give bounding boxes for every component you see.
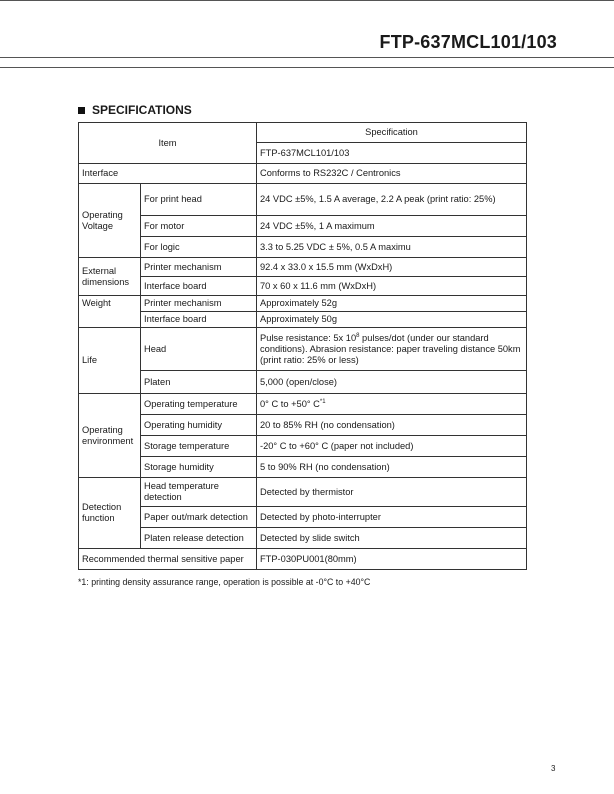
storage-temp-label: Storage temperature xyxy=(141,436,257,457)
head-temp-label: Head temperature detection xyxy=(141,478,257,507)
operating-voltage-label: Operating Voltage xyxy=(79,184,141,258)
weight-mechanism-label: Printer mechanism xyxy=(141,296,257,312)
top-rule-3 xyxy=(0,67,614,68)
specifications-table xyxy=(78,122,527,570)
print-head-label: For print head xyxy=(141,184,257,216)
life-label: Life xyxy=(79,328,141,394)
item-header: Item xyxy=(79,123,257,164)
table-row xyxy=(79,184,527,216)
op-temp-value: 0° C to +50° $C^{*1}$ xyxy=(257,394,527,415)
dim-mechanism-value: 92.4 x 33.0 x 15.5 mm (WxDxH) xyxy=(257,258,527,277)
logic-label: For logic xyxy=(141,237,257,258)
op-humidity-value: 20 to 85% RH (no condensation) xyxy=(257,415,527,436)
paper-out-value: Detected by photo-interrupter xyxy=(257,507,527,528)
table-row xyxy=(79,457,527,478)
platen-release-label: Platen release detection xyxy=(141,528,257,549)
table-row xyxy=(79,296,527,312)
model-title: FTP-637MCL101/103 xyxy=(379,32,557,52)
table-row xyxy=(79,216,527,237)
square-bullet-icon xyxy=(78,107,85,114)
op-humidity-label: Operating humidity xyxy=(141,415,257,436)
table-row xyxy=(79,277,527,296)
storage-humidity-value: 5 to 90% RH (no condensation) xyxy=(257,457,527,478)
table-row xyxy=(79,312,527,328)
table-row xyxy=(79,528,527,549)
op-temp-label: Operating temperature xyxy=(141,394,257,415)
operating-environment-label: Operating environment xyxy=(79,394,141,478)
dim-mechanism-label: Printer mechanism xyxy=(141,258,257,277)
paper-label: Recommended thermal sensitive paper xyxy=(79,549,257,570)
interface-value: Conforms to RS232C / Centronics xyxy=(257,164,527,184)
detection-function-label: Detection function xyxy=(79,478,141,549)
table-row xyxy=(79,507,527,528)
weight-mechanism-value: Approximately 52g xyxy=(257,296,527,312)
paper-out-label: Paper out/mark detection xyxy=(141,507,257,528)
table-row xyxy=(79,258,527,277)
spec-header: Specification xyxy=(257,123,527,143)
paper-value: FTP-030PU001(80mm) xyxy=(257,549,527,570)
motor-value: 24 VDC ±5%, 1 A maximum xyxy=(257,216,527,237)
platen-release-value: Detected by slide switch xyxy=(257,528,527,549)
table-row xyxy=(79,164,527,184)
dim-board-value: 70 x 60 x 11.6 mm (WxDxH) xyxy=(257,277,527,296)
top-rule-2 xyxy=(0,57,614,58)
weight-board-value: Approximately 50g xyxy=(257,312,527,328)
section-heading xyxy=(78,103,192,117)
table-row xyxy=(79,415,527,436)
table-row xyxy=(79,328,527,371)
life-head-label: Head xyxy=(141,328,257,371)
weight-board-label: Interface board xyxy=(141,312,257,328)
table-row xyxy=(79,237,527,258)
dim-board-label: Interface board xyxy=(141,277,257,296)
page-number: 3 xyxy=(551,764,556,773)
head-temp-value: Detected by thermistor xyxy=(257,478,527,507)
footnote: *1: printing density assurance range, operation is possible at -0°C to +40°C xyxy=(78,577,371,587)
storage-humidity-label: Storage humidity xyxy=(141,457,257,478)
table-row xyxy=(79,549,527,570)
life-head-value: Pulse resistance: 5x $10^8$ pulses/dot (under our standard conditions). Abrasion resistance: paper traveling distance 50km (print ratio: 25% or less) xyxy=(257,328,527,371)
motor-label: For motor xyxy=(141,216,257,237)
table-row xyxy=(79,371,527,394)
life-platen-label: Platen xyxy=(141,371,257,394)
logic-value: 3.3 to 5.25 VDC ± 5%, 0.5 A maximu xyxy=(257,237,527,258)
life-platen-value: 5,000 (open/close) xyxy=(257,371,527,394)
weight-label: Weight xyxy=(79,296,141,328)
storage-temp-value: -20° C to +60° C (paper not included) xyxy=(257,436,527,457)
table-row xyxy=(79,436,527,457)
section-title: SPECIFICATIONS xyxy=(92,103,192,117)
interface-label: Interface xyxy=(79,164,257,184)
external-dimensions-label: External dimensions xyxy=(79,258,141,296)
table-row xyxy=(79,394,527,415)
top-rule-1 xyxy=(0,0,614,1)
table-row xyxy=(79,478,527,507)
table-row xyxy=(79,123,527,143)
model-cell: FTP-637MCL101/103 xyxy=(257,143,527,164)
print-head-value: 24 VDC ±5%, 1.5 A average, 2.2 A peak (print ratio: 25%) xyxy=(257,184,527,216)
